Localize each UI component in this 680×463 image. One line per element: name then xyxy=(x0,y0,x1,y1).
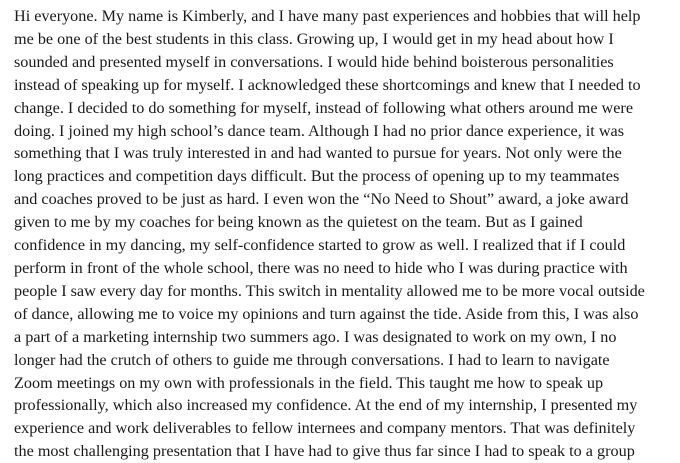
text-line: instead of speaking up for myself. I acknowledged these shortcomings and knew that I needed to xyxy=(14,75,641,94)
text-line: doing. I joined my high school’s dance team. Although I had no prior dance experience, it was xyxy=(14,121,625,140)
document-body xyxy=(14,5,680,463)
text-line: of dance, allowing me to voice my opinions and turn against the tide. Aside from this, I was also xyxy=(14,304,639,323)
text-line: experience and work deliverables to fellow internees and company mentors. That was definitely xyxy=(14,419,636,438)
text-line: and coaches proved to be just as hard. I even won the “No Need to Shout” award, a joke award xyxy=(14,190,629,209)
text-line: people I saw every day for months. This switch in mentality allowed me to be more vocal outside xyxy=(14,281,645,300)
text-line: longer had the crutch of others to guide me through conversations. I had to learn to navigate xyxy=(14,350,610,369)
text-line: Zoom meetings on my own with professionals in the field. This taught me how to speak up xyxy=(14,373,604,392)
text-line: confidence in my dancing, my self-confidence started to grow as well. I realized that if I could xyxy=(14,236,626,255)
text-line: given to me by my coaches for being known as the quietest on the team. But as I gained xyxy=(14,213,583,232)
text-line: perform in front of the whole school, there was no need to hide who I was during practice with xyxy=(14,258,628,277)
text-line: sounded and presented myself in conversations. I would hide behind boisterous personalities xyxy=(14,52,614,71)
text-line: professionally, which also increased my confidence. At the end of my internship, I presented my xyxy=(14,396,638,415)
text-line: long practices and competition days difficult. But the process of opening up to my teammates xyxy=(14,167,620,186)
text-line: change. I decided to do something for myself, instead of following what others around me were xyxy=(14,98,633,117)
text-line: a part of a marketing internship two summers ago. I was designated to work on my own, I no xyxy=(14,327,617,346)
text-line: me be one of the best students in this class. Growing up, I would get in my head about how I xyxy=(14,29,614,48)
text-line: something that I was truly interested in and had wanted to pursue for years. Not only were the xyxy=(14,144,622,163)
text-line: Hi everyone. My name is Kimberly, and I have many past experiences and hobbies that will help xyxy=(14,7,641,25)
text-line: the most challenging presentation that I have had to give thus far since I had to speak to a group xyxy=(14,442,635,461)
